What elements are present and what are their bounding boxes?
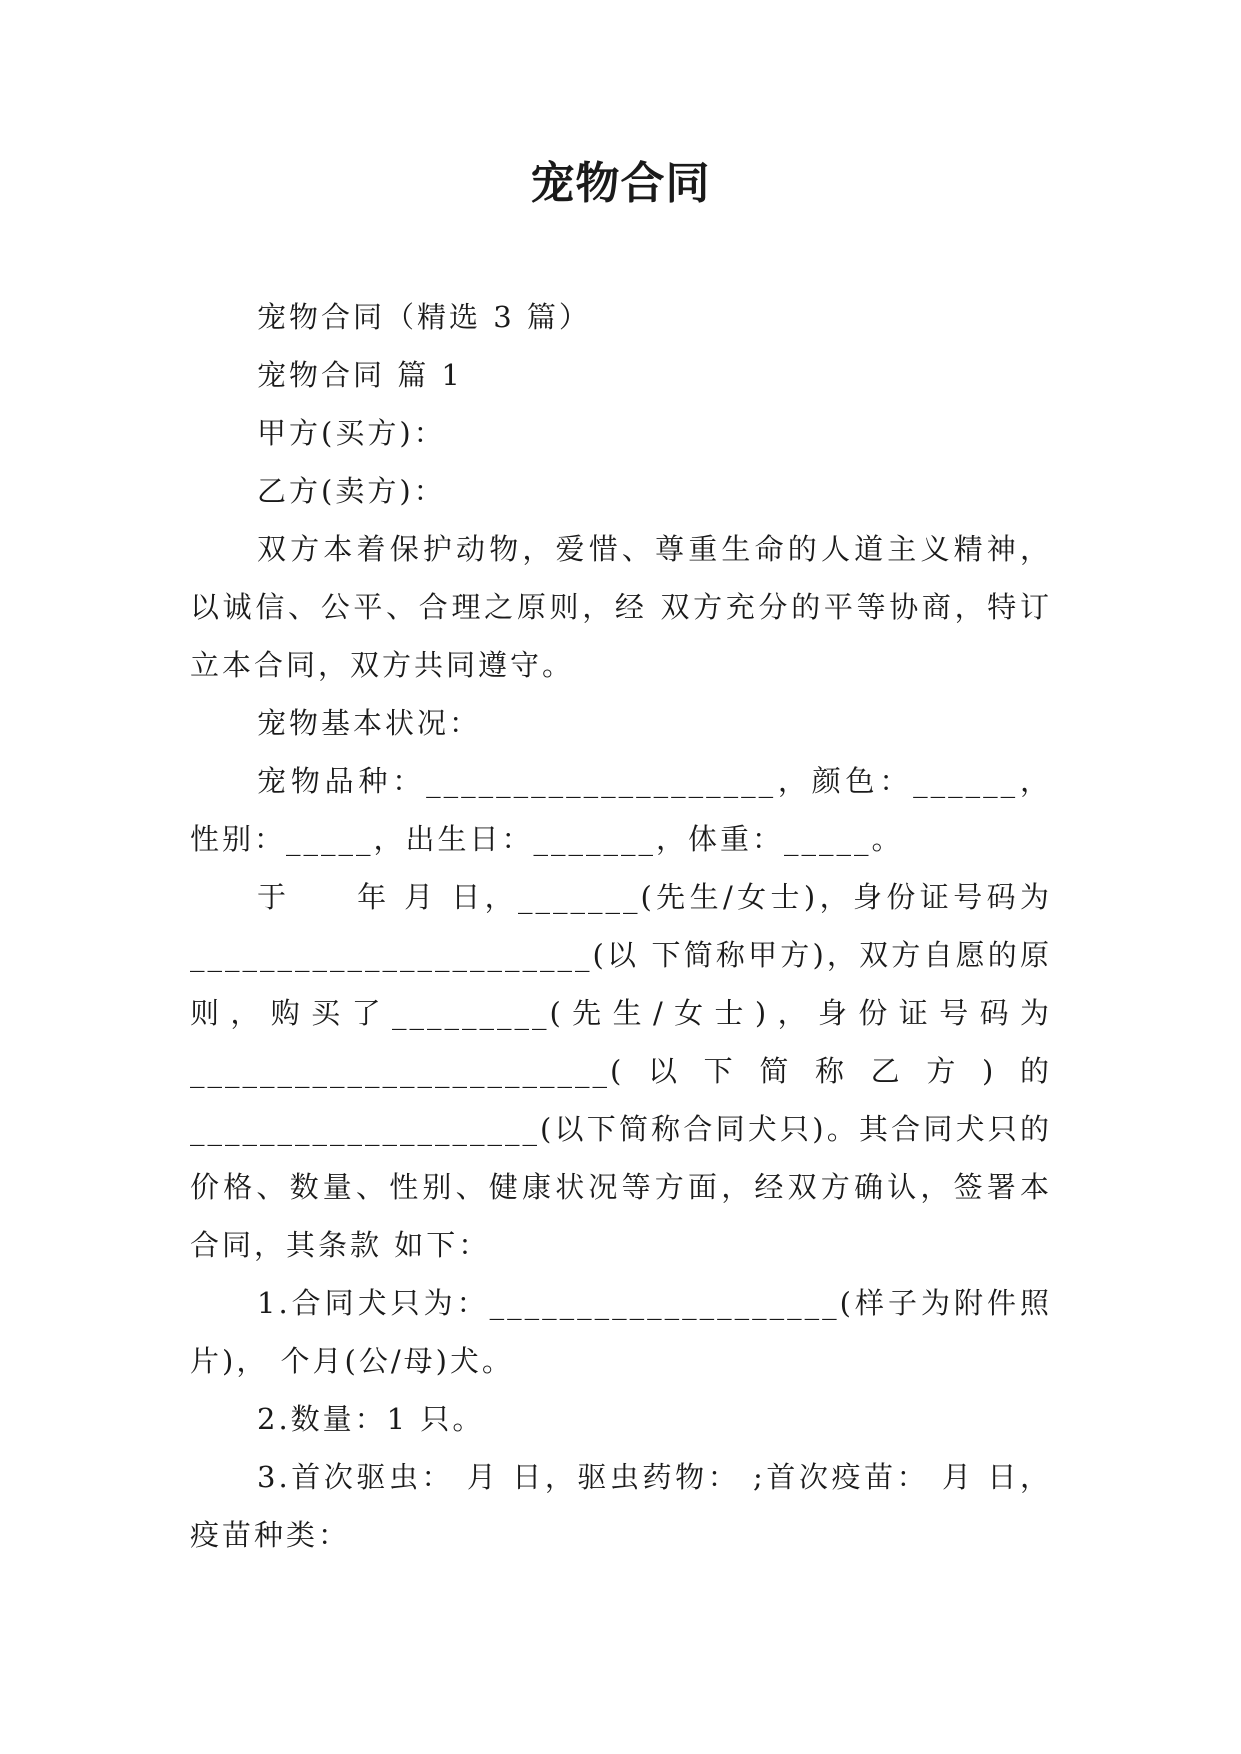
clause-3: 3.首次驱虫： 月 日，驱虫药物： ;首次疫苗： 月 日，疫苗种类： [190, 1460, 1052, 1552]
pet-details-paragraph: 宠物品种：____________________，颜色：______，性别：_____，出生日：_______，体重：_____。 [190, 764, 1052, 856]
pet-status-heading: 宠物基本状况： [257, 706, 482, 740]
preamble-paragraph: 双方本着保护动物，爱惜、尊重生命的人道主义精神，以诚信、公平、合理之原则，经 双方充分的平等协商，特订立本合同，双方共同遵守。 [190, 532, 1052, 682]
party-b-line: 乙方(卖方)： [257, 474, 446, 508]
party-a-line: 甲方(买方)： [257, 416, 446, 450]
purchase-paragraph: 于 年 月 日，_______(先生/女士)，身份证号码为_______________________(以 下简称甲方)，双方自愿的原则，购买了_________(先生/女士)，身份证号码为________________________(以下简称乙方)的____________________(以下简称合同犬只)。其合同犬只的价格、数量、性别、健康状况等方面，经双方确认，签署本合同，其条款 如下： [190, 880, 1052, 1262]
subtitle-line: 宠物合同（精选 3 篇） [257, 300, 591, 334]
section-heading: 宠物合同 篇 1 [257, 358, 463, 392]
document-title: 宠物合同 [530, 158, 711, 209]
clause-1: 1.合同犬只为：____________________(样子为附件照片)， 个月(公/母)犬。 [190, 1286, 1052, 1378]
document-body [190, 288, 1052, 1564]
clause-2: 2.数量：1 只。 [257, 1402, 485, 1436]
